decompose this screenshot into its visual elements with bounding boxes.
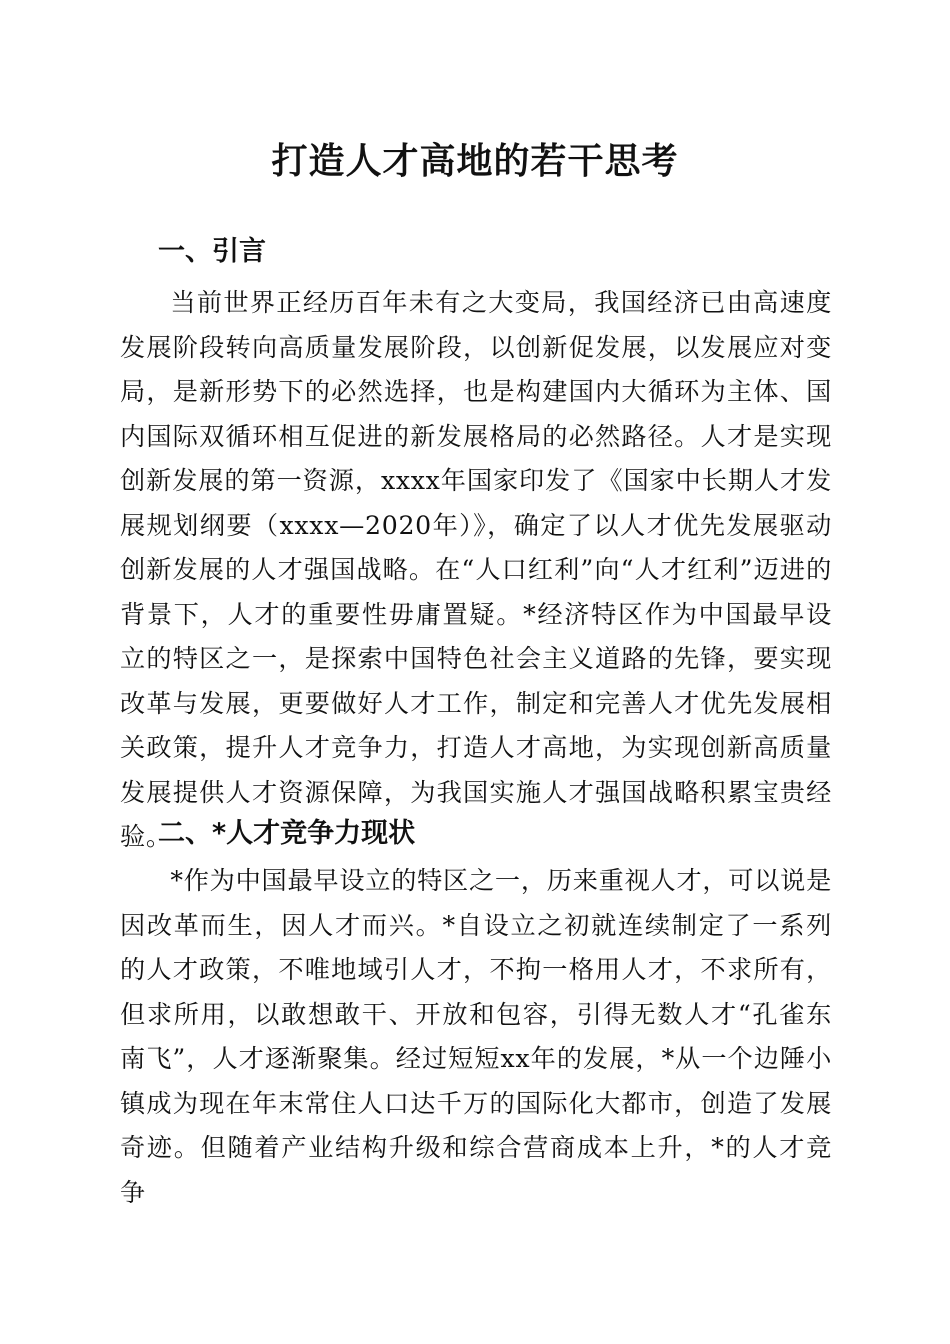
- section-paragraph-introduction: 当前世界正经历百年未有之大变局，我国经济已由高速度发展阶段转向高质量发展阶段，以创新促发展，以发展应对变局，是新形势下的必然选择，也是构建国内大循环为主体、国内国际双循环相互促进的新发展格局的必然路径。人才是实现创新发展的第一资源，xxxx年国家印发了《国家中长期人才发展规划纲要（xxxx—2020年）》，确定了以人才优先发展驱动创新发展的人才强国战略。在“人口红利”向“人才红利”迈进的背景下，人才的重要性毋庸置疑。*经济特区作为中国最早设立的特区之一，是探索中国特色社会主义道路的先锋，要实现改革与发展，更要做好人才工作，制定和完善人才优先发展相关政策，提升人才竞争力，打造人才高地，为实现创新高质量发展提供人才资源保障，为我国实施人才强国战略积累宝贵经验。: [120, 288, 832, 851]
- document-title: 打造人才高地的若干思考: [271, 140, 679, 182]
- section-heading-introduction: 一、引言: [158, 236, 266, 267]
- section-paragraph-talent-status: *作为中国最早设立的特区之一，历来重视人才，可以说是因改革而生，因人才而兴。*自设立之初就连续制定了一系列的人才政策，不唯地域引人才，不拘一格用人才，不求所有，但求所用，以敢想敢干、开放和包容，引得无数人才“孔雀东南飞”，人才逐渐聚集。经过短短xx年的发展，*从一个边陲小镇成为现在年末常住人口达千万的国际化大都市，创造了发展奇迹。但随着产业结构升级和综合营商成本上升，*的人才竞争: [120, 866, 832, 1207]
- section-heading-talent-status: 二、*人才竞争力现状: [158, 818, 416, 849]
